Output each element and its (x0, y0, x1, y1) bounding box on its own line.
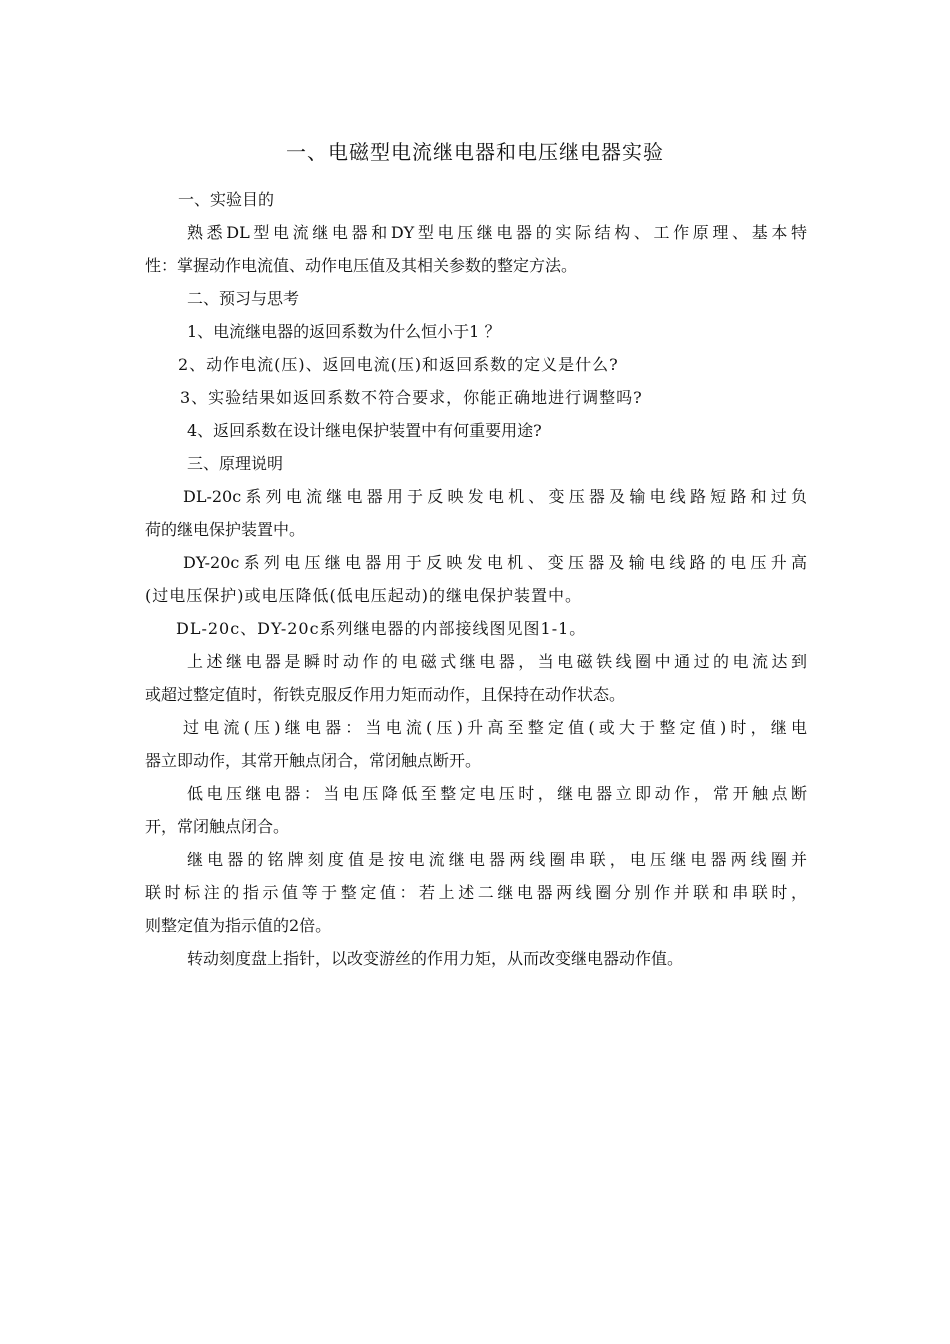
principle-paragraph-line: 开，常闭触点闭合。 (145, 817, 290, 836)
principle-paragraph-line: DL-20c、DY-20c系列继电器的内部接线图见图1-1。 (176, 619, 587, 638)
principle-paragraph-line: 过电流(压)继电器：当电流(压)升高至整定值(或大于整定值)时，继电 (183, 718, 807, 737)
principle-paragraph-line: DL-20c系列电流继电器用于反映发电机、变压器及输电线路短路和过负 (183, 487, 807, 506)
page-title: 一、电磁型电流继电器和电压继电器实验 (286, 140, 664, 164)
question-item: 3、实验结果如返回系数不符合要求，你能正确地进行调整吗? (180, 388, 643, 407)
principle-paragraph-line: 联时标注的指示值等于整定值：若上述二继电器两线圈分别作并联和串联时， (145, 883, 807, 902)
principle-paragraph-line: 转动刻度盘上指针，以改变游丝的作用力矩，从而改变继电器动作值。 (187, 949, 684, 968)
principle-paragraph-line: 器立即动作，其常开触点闭合，常闭触点断开。 (145, 751, 482, 770)
objective-paragraph-line-2: 性：掌握动作电流值、动作电压值及其相关参数的整定方法。 (145, 256, 578, 275)
principle-paragraph-line: 则整定值为指示值的2倍。 (145, 916, 332, 935)
section-heading-principle: 三、原理说明 (187, 454, 284, 473)
objective-paragraph-line-1: 熟悉DL型电流继电器和DY型电压继电器的实际结构、工作原理、基本特 (187, 223, 807, 242)
principle-paragraph-line: 低电压继电器：当电压降低至整定电压时，继电器立即动作，常开触点断 (187, 784, 807, 803)
section-heading-preview: 二、预习与思考 (187, 289, 300, 308)
section-heading-objective: 一、实验目的 (178, 190, 275, 209)
principle-paragraph-line: 上述继电器是瞬时动作的电磁式继电器，当电磁铁线圈中通过的电流达到 (187, 652, 807, 671)
principle-paragraph-line: 或超过整定值时，衔铁克服反作用力矩而动作，且保持在动作状态。 (145, 685, 626, 704)
principle-paragraph-line: 荷的继电保护装置中。 (145, 520, 306, 539)
principle-paragraph-line: (过电压保护)或电压降低(低电压起动)的继电保护装置中。 (145, 586, 582, 605)
question-item: 1、电流继电器的返回系数为什么恒小于1 ？ (187, 322, 501, 341)
question-item: 4、返回系数在设计继电保护装置中有何重要用途? (187, 421, 542, 440)
principle-paragraph-line: 继电器的铭牌刻度值是按电流继电器两线圈串联，电压继电器两线圈并 (187, 850, 807, 869)
principle-paragraph-line: DY-20c系列电压继电器用于反映发电机、变压器及输电线路的电压升高 (183, 553, 807, 572)
question-item: 2、动作电流(压)、返回电流(压)和返回系数的定义是什么? (178, 355, 619, 374)
